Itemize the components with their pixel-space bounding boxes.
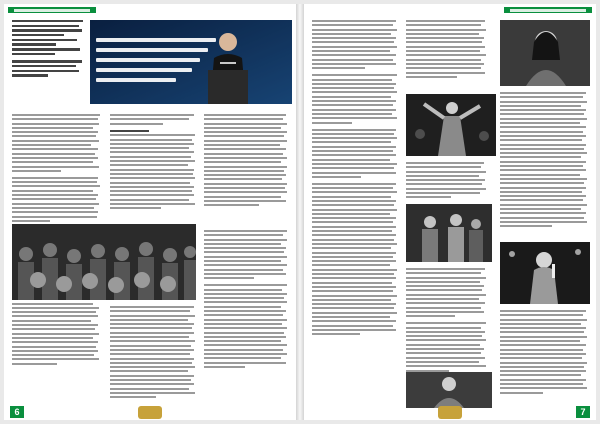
spread-gutter [296, 4, 304, 420]
right-body-column-3-b [500, 310, 590, 396]
left-body-column-2-top [110, 114, 198, 214]
left-magazine-logo [138, 406, 162, 419]
right-body-column-1 [312, 20, 400, 337]
left-header-strip [8, 7, 96, 13]
right-body-column-2-bottom [406, 268, 488, 374]
left-page [4, 4, 296, 420]
left-body-column-2-bottom [110, 306, 198, 401]
girl-photo-icon [500, 20, 590, 86]
woman-photo-icon [406, 372, 492, 408]
left-page-number: 6 [10, 406, 24, 418]
right-header-strip [504, 7, 592, 13]
left-body-column-3-top [204, 114, 290, 211]
left-intro-column [12, 20, 86, 82]
audience-photo-icon [12, 224, 196, 300]
speaker-at-podium-photo-icon [90, 20, 292, 104]
left-headline-band [90, 20, 292, 104]
right-magazine-logo [438, 406, 462, 419]
left-body-column-3-bottom [204, 230, 290, 370]
right-page [304, 4, 596, 420]
right-page-number: 7 [576, 406, 590, 418]
right-body-column-2-middle [406, 162, 488, 203]
right-body-column-3-a [500, 92, 590, 232]
dancer-photo-icon [406, 94, 496, 156]
ceremony-photo-icon [406, 204, 492, 262]
singer-photo-icon [500, 242, 590, 304]
right-body-column-2-top [406, 20, 488, 83]
